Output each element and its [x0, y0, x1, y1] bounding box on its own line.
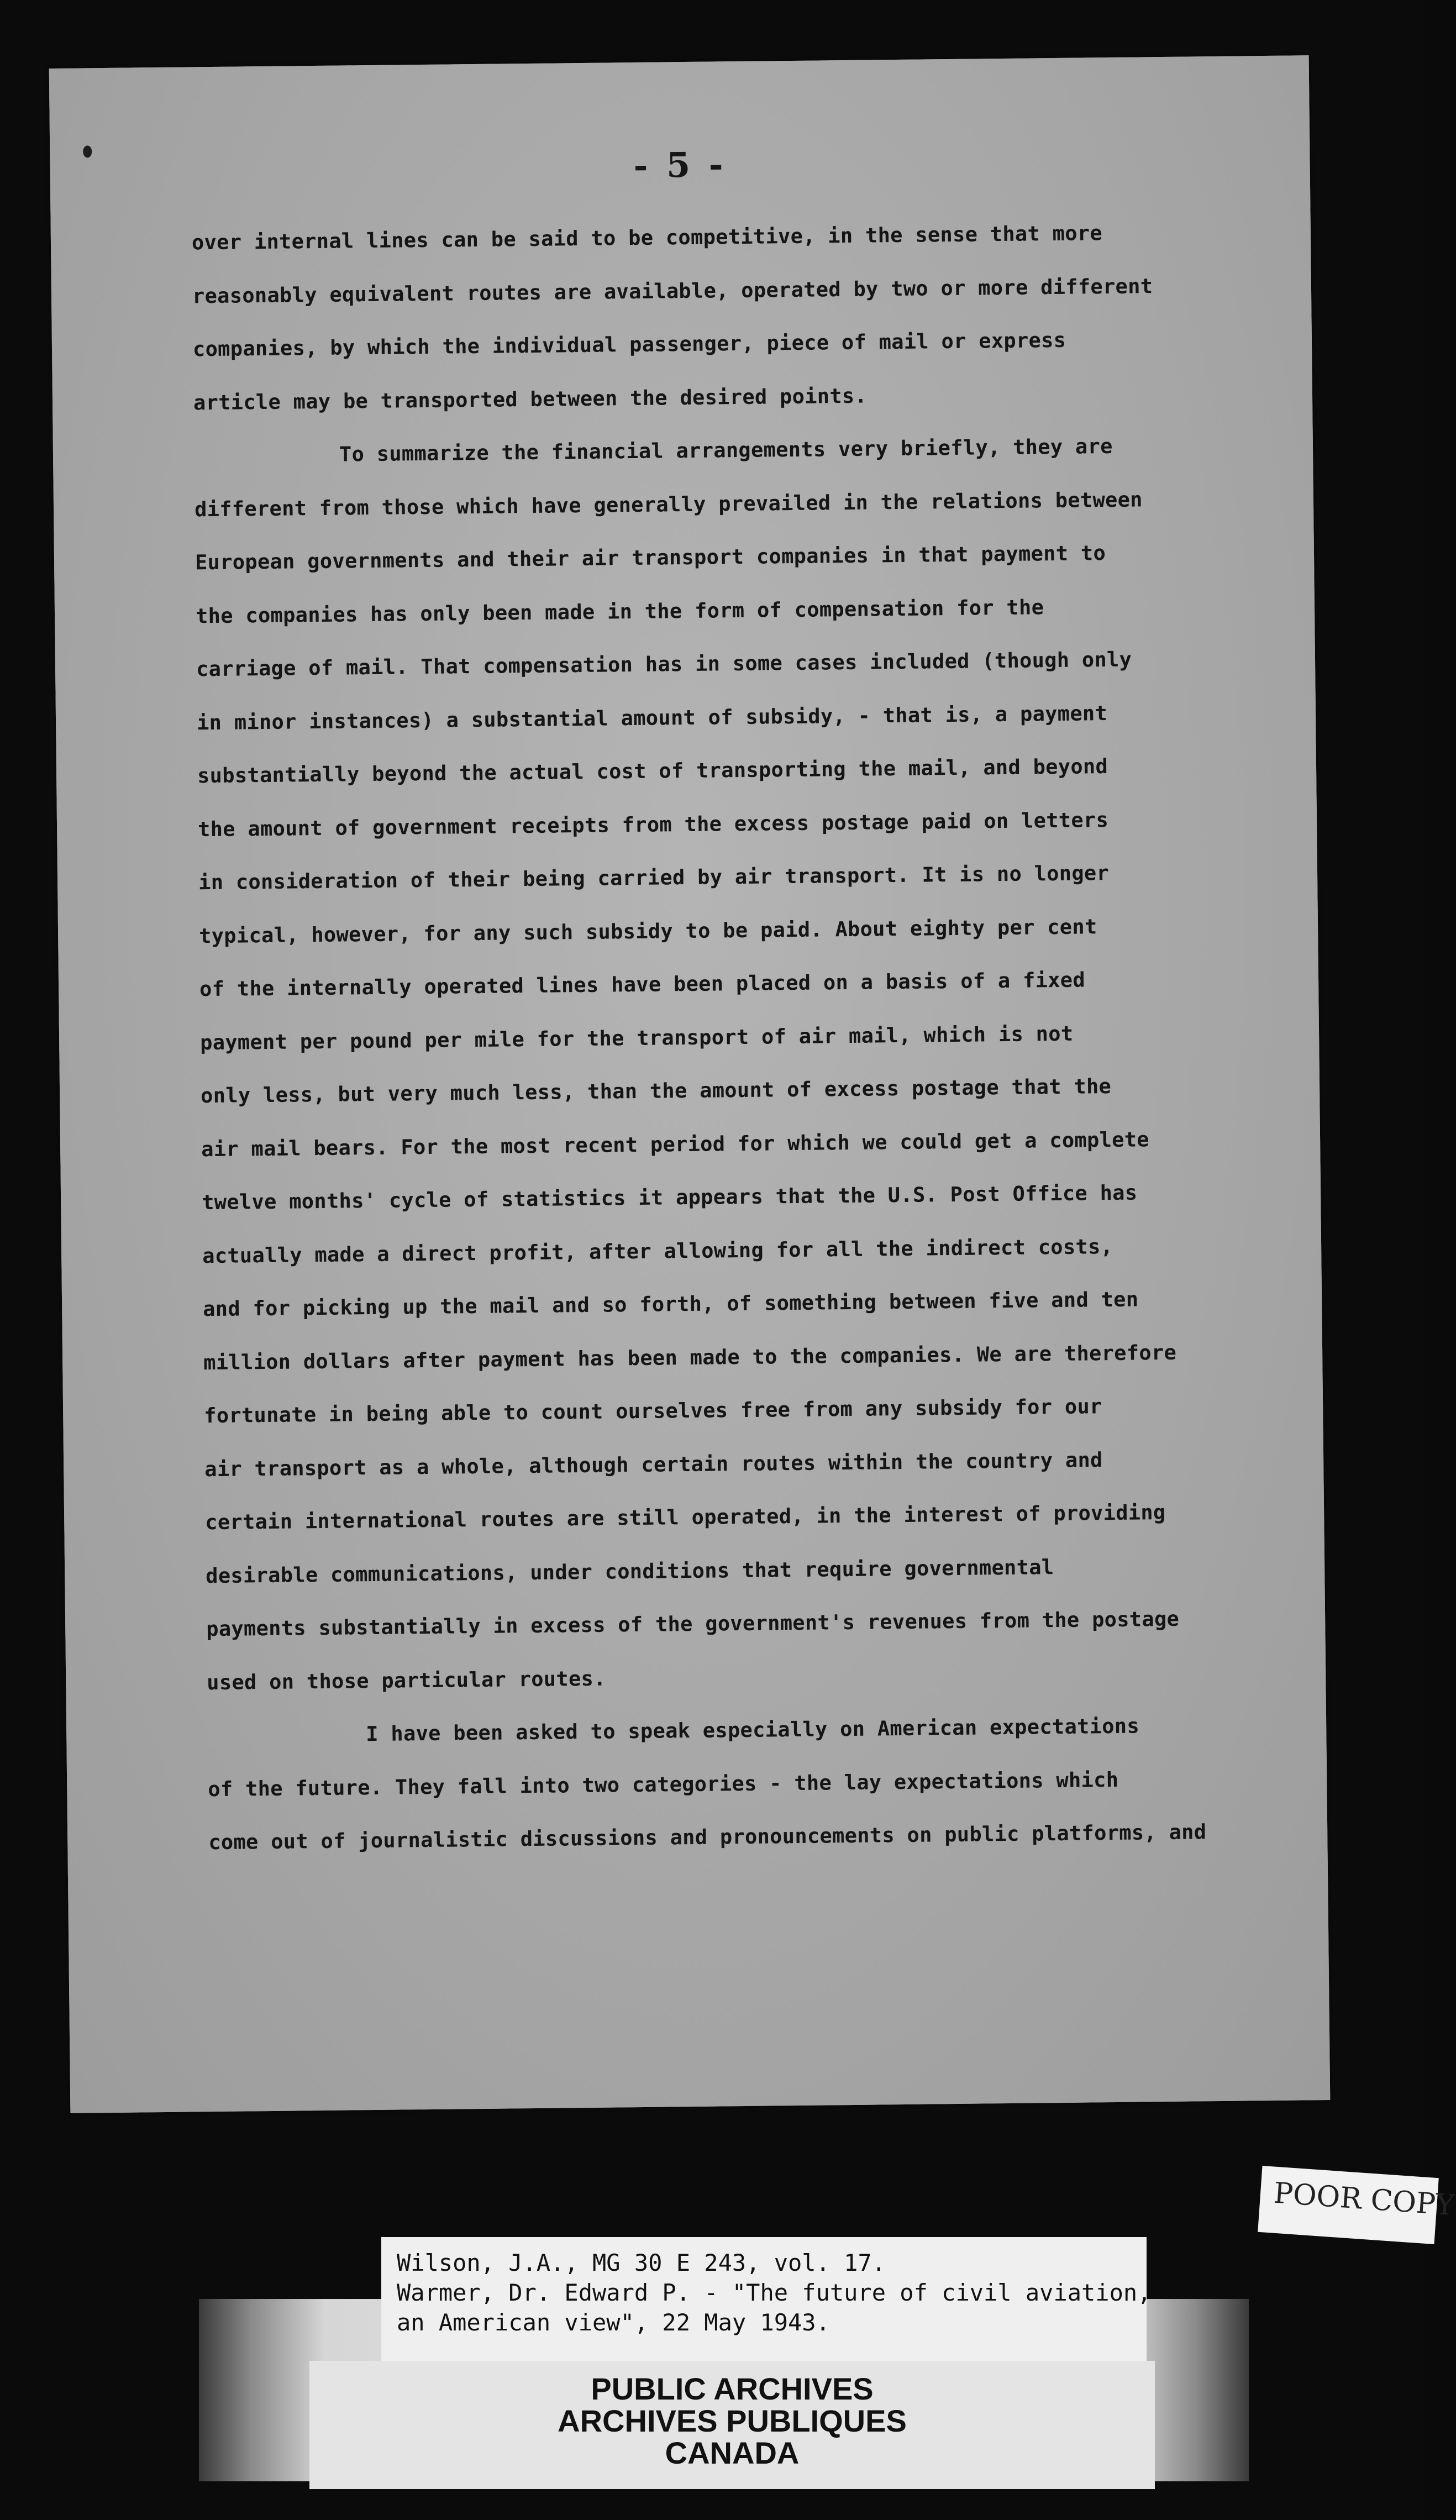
text-line: certain international routes are still operated, in the interest of providing [205, 1500, 1166, 1535]
text-line: air transport as a whole, although certain routes within the country and [204, 1447, 1103, 1481]
text-line: carriage of mail. That compensation has in some cases included (though only [196, 647, 1132, 681]
archive-label-line: Wilson, J.A., MG 30 E 243, vol. 17. [397, 2249, 886, 2276]
text-line: million dollars after payment has been made to the companies. We are therefore [203, 1340, 1177, 1374]
text-line: in minor instances) a substantial amount of subsidy, - that is, a payment [196, 701, 1108, 734]
text-line: of the future. They fall into two categories - the lay expectations which [208, 1767, 1119, 1801]
archive-label-line: an American view", 22 May 1943. [397, 2309, 830, 2336]
text-line: of the internally operated lines have been placed on a basis of a fixed [199, 968, 1086, 1001]
text-line: in consideration of their being carried by air transport. It is no longer [198, 861, 1110, 895]
paragraph-start-line: I have been asked to speak especially on American expectations [366, 1714, 1140, 1746]
text-line: article may be transported between the desired points. [193, 384, 868, 414]
archive-label [381, 2237, 1152, 2364]
archive-stamp [309, 2361, 1155, 2489]
text-line: over internal lines can be said to be competitive, in the sense that more [191, 221, 1103, 255]
text-line: typical, however, for any such subsidy to be paid. About eighty per cent [198, 914, 1097, 948]
text-line: reasonably equivalent routes are available, operated by two or more different [192, 274, 1153, 308]
archive-stamp-line: ARCHIVES PUBLIQUES [558, 2403, 907, 2438]
text-line: substantially beyond the actual cost of transporting the mail, and beyond [197, 754, 1108, 788]
text-line: desirable communications, under conditions that require governmental [206, 1555, 1054, 1588]
page-number: - 5 - [633, 144, 727, 186]
text-line: the amount of government receipts from the excess postage paid on letters [197, 807, 1109, 841]
text-line: come out of journalistic discussions and pronouncements on public platforms, and [208, 1820, 1207, 1855]
paragraph-start-line: To summarize the financial arrangements very briefly, they are [339, 434, 1113, 466]
document-body [192, 205, 1303, 1870]
text-line: payment per pound per mile for the transport of air mail, which is not [199, 1021, 1074, 1054]
archive-stamp-line: CANADA [665, 2435, 800, 2470]
text-line: only less, but very much less, than the amount of excess postage that the [200, 1074, 1112, 1108]
text-line: used on those particular routes. [207, 1666, 606, 1694]
text-line: the companies has only been made in the form of compensation for the [195, 595, 1044, 628]
text-line: different from those which have generally prevailed in the relations between [194, 487, 1143, 521]
text-line: payments substantially in excess of the government's revenues from the postage [206, 1607, 1180, 1641]
document-page [49, 55, 1331, 2113]
text-line: twelve months' cycle of statistics it appears that the U.S. Post Office has [201, 1180, 1138, 1215]
text-line: and for picking up the mail and so forth, of something between five and ten [202, 1287, 1139, 1321]
archive-stamp-line: PUBLIC ARCHIVES [591, 2371, 874, 2406]
text-line: companies, by which the individual passenger, piece of mail or express [192, 328, 1066, 361]
text-line: air mail bears. For the most recent period for which we could get a complete [201, 1127, 1150, 1161]
poor-copy-note: POOR COPY [1258, 2166, 1439, 2244]
text-line: actually made a direct profit, after allowing for all the indirect costs, [202, 1234, 1113, 1268]
text-line: fortunate in being able to count ourselves free from any subsidy for our [204, 1394, 1102, 1428]
text-line: European governments and their air transport companies in that payment to [195, 541, 1106, 575]
archive-label-line: Warmer, Dr. Edward P. - "The future of civil aviation, [397, 2279, 1152, 2306]
